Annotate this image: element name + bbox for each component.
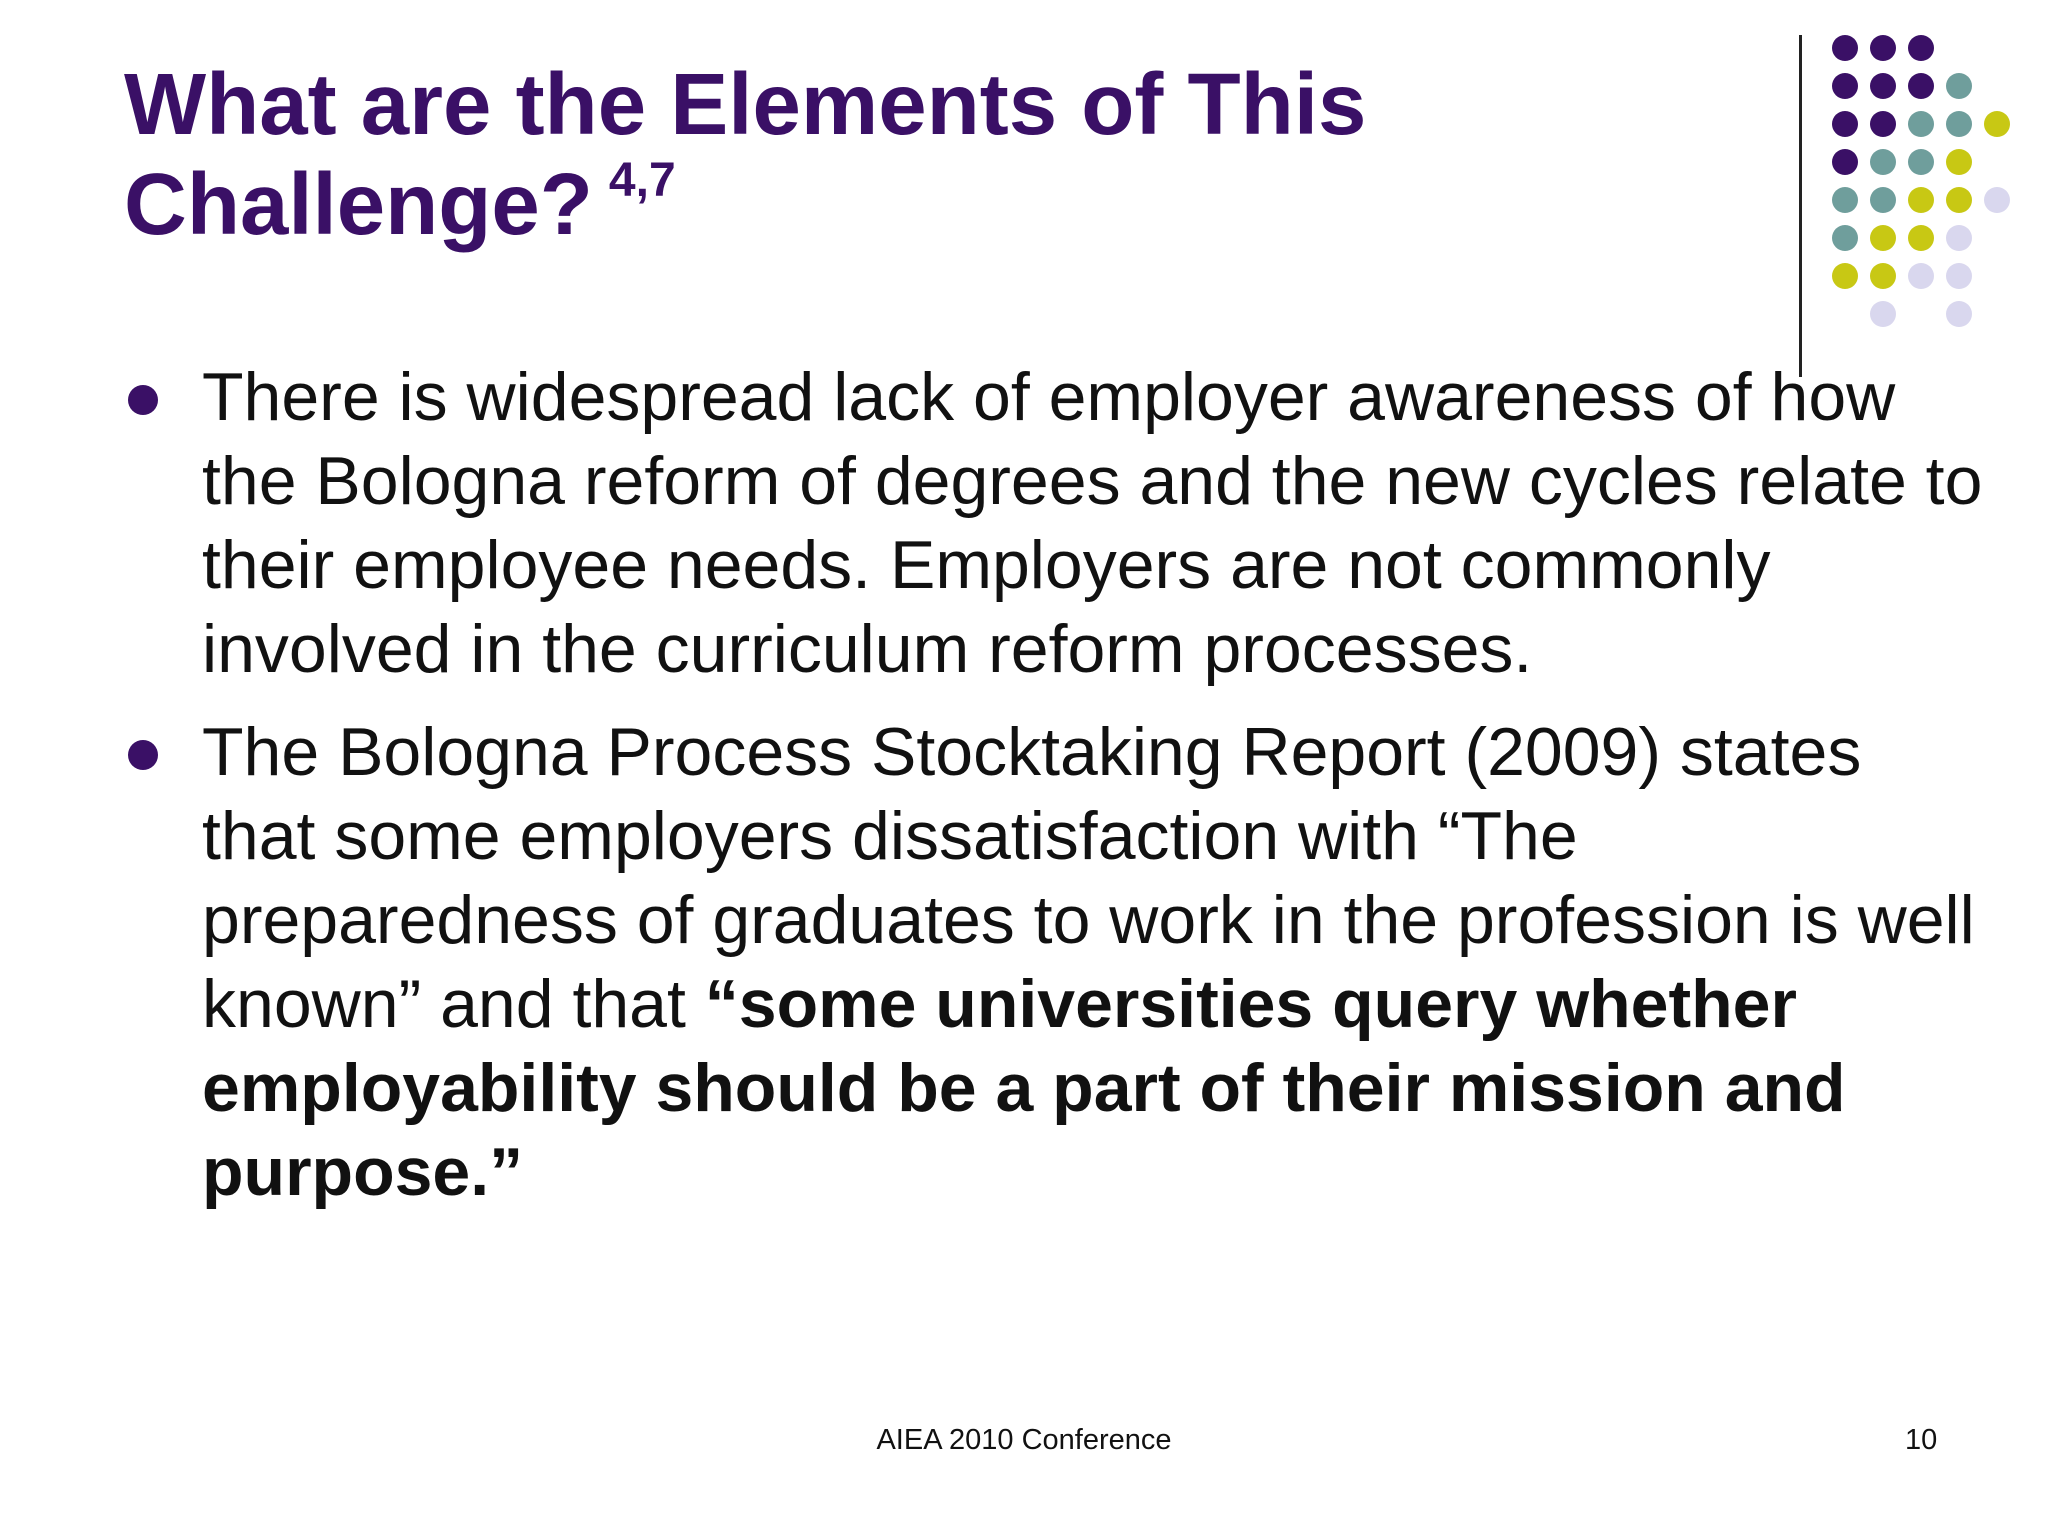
slide-title bbox=[124, 55, 1684, 255]
bullet-list bbox=[0, 355, 2048, 1233]
decorative-dot bbox=[1908, 149, 1934, 175]
decorative-dot bbox=[1870, 111, 1896, 137]
bullet-text: The Bologna Process Stocktaking Report (2009) states that some employers dissatisfaction with “The preparedness of graduates to work in the profession is well known” and that bbox=[202, 714, 1975, 1042]
footer-text: AIEA 2010 Conference bbox=[876, 1424, 1172, 1456]
decorative-dot bbox=[1908, 35, 1934, 61]
decorative-dot bbox=[1870, 225, 1896, 251]
decorative-dot bbox=[1946, 149, 1972, 175]
decorative-dot bbox=[1946, 73, 1972, 99]
decorative-dot bbox=[1946, 263, 1972, 289]
decorative-dot bbox=[1832, 35, 1858, 61]
decorative-dot bbox=[1870, 73, 1896, 99]
decorative-dot bbox=[1870, 35, 1896, 61]
decorative-dot bbox=[1870, 301, 1896, 327]
bullet-text: There is widespread lack of employer awareness of how the Bologna reform of degrees and the new cycles relate to their employee needs. Employers are not commonly involved in the curriculum reform processes. bbox=[202, 359, 1983, 687]
bullet-item bbox=[0, 355, 2048, 691]
decorative-dot bbox=[1908, 225, 1934, 251]
decorative-dot bbox=[1832, 111, 1858, 137]
decorative-dot bbox=[1908, 187, 1934, 213]
decorative-dot bbox=[1946, 187, 1972, 213]
title-reference-superscript: 4,7 bbox=[608, 153, 676, 207]
bullet-text-bold-quote: “some universities query whether employability should be a part of their mission and purpose.” bbox=[202, 966, 1846, 1210]
bullet-icon bbox=[128, 740, 158, 770]
bullet-item bbox=[0, 710, 2048, 1214]
slide-title-text: What are the Elements of This Challenge? bbox=[124, 56, 1367, 253]
decorative-dot bbox=[1908, 263, 1934, 289]
decorative-dot bbox=[1832, 73, 1858, 99]
decorative-dot bbox=[1832, 187, 1858, 213]
decorative-dot bbox=[1832, 149, 1858, 175]
decorative-dot bbox=[1984, 111, 2010, 137]
decorative-dot bbox=[1946, 111, 1972, 137]
decorative-dot bbox=[1908, 111, 1934, 137]
decorative-dot bbox=[1870, 187, 1896, 213]
decorative-dot bbox=[1870, 263, 1896, 289]
decorative-dot bbox=[1908, 73, 1934, 99]
decorative-dot bbox=[1832, 263, 1858, 289]
decorative-dot bbox=[1946, 301, 1972, 327]
decorative-dot bbox=[1946, 225, 1972, 251]
decorative-dot bbox=[1984, 187, 2010, 213]
decorative-dot bbox=[1870, 149, 1896, 175]
decorative-dot bbox=[1832, 225, 1858, 251]
vertical-divider-line bbox=[1799, 35, 1802, 377]
page-number: 10 bbox=[1905, 1424, 1938, 1456]
bullet-icon bbox=[128, 385, 158, 415]
